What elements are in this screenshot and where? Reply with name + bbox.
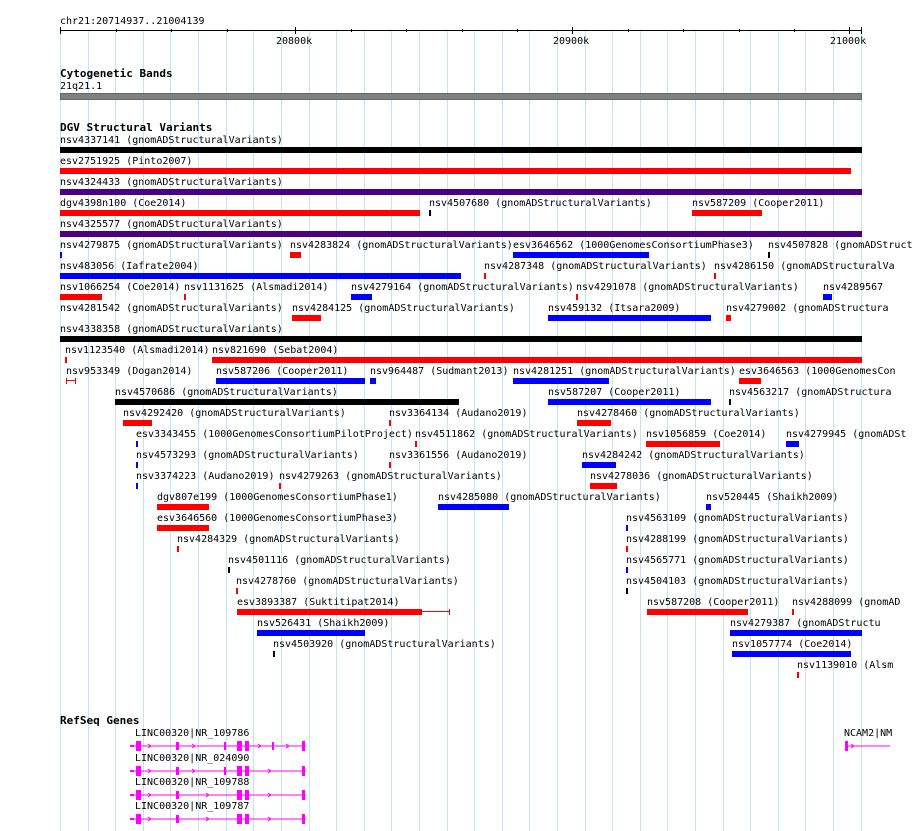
variant-label: esv3646563 (1000GenomesCon	[739, 366, 896, 377]
variant-label: nsv1131625 (Alsmadi2014)	[184, 282, 329, 293]
variant-bar[interactable]	[438, 504, 509, 510]
ruler-tick-label: 20900k	[553, 36, 590, 47]
variant-bar[interactable]	[739, 378, 761, 384]
variant-label: nsv4286150 (gnomADStructuralVa	[714, 261, 895, 272]
variant-bar[interactable]	[792, 609, 794, 615]
variant-label: nsv4279875 (gnomADStructuralVariants)	[60, 240, 283, 251]
variant-bar[interactable]	[60, 336, 862, 342]
gene-label: LINC00320|NR_109786	[135, 728, 250, 739]
variant-bar[interactable]	[732, 651, 851, 657]
variant-label: esv3646560 (1000GenomesConsortiumPhase3)	[157, 513, 398, 524]
variant-bar[interactable]	[257, 630, 365, 636]
variant-label: nsv953349 (Dogan2014)	[66, 366, 193, 377]
variant-bar[interactable]	[60, 273, 461, 279]
variant-label: nsv1139010 (Alsm	[797, 660, 894, 671]
variant-bar[interactable]	[290, 252, 301, 258]
variant-bar[interactable]	[60, 294, 102, 300]
variant-label: nsv587209 (Cooper2011)	[692, 198, 825, 209]
variant-label: nsv4511862 (gnomADStructuralVariants)	[415, 429, 638, 440]
variant-label: nsv483056 (Iafrate2004)	[60, 261, 199, 272]
variant-bar[interactable]	[157, 525, 209, 531]
variant-label: nsv4278460 (gnomADStructuralVariants)	[577, 408, 800, 419]
variant-bar[interactable]	[576, 294, 578, 300]
dgv-track-title: DGV Structural Variants	[60, 121, 213, 134]
variant-label: nsv4325577 (gnomADStructuralVariants)	[60, 219, 283, 230]
variant-label: nsv4292420 (gnomADStructuralVariants)	[123, 408, 346, 419]
variant-label: nsv459132 (Itsara2009)	[548, 303, 681, 314]
gene-model[interactable]	[128, 764, 310, 778]
variant-label: nsv4288099 (gnomAD	[792, 597, 901, 608]
variant-label: nsv4287348 (gnomADStructuralVariants)	[484, 261, 707, 272]
variant-label: nsv3374223 (Audano2019)	[136, 471, 275, 482]
variant-label: nsv4283824 (gnomADStructuralVariants)	[290, 240, 513, 251]
variant-bar[interactable]	[692, 210, 762, 216]
gene-model[interactable]	[128, 788, 310, 802]
variant-label: nsv4324433 (gnomADStructuralVariants)	[60, 177, 283, 188]
variant-bar[interactable]	[797, 672, 799, 678]
gene-model[interactable]	[843, 739, 890, 753]
variant-label: nsv520445 (Shaikh2009)	[706, 492, 839, 503]
variant-bar[interactable]	[626, 567, 628, 573]
variant-label: nsv4284242 (gnomADStructuralVariants)	[582, 450, 805, 461]
variant-label: nsv4279263 (gnomADStructuralVariants)	[279, 471, 502, 482]
variant-label: nsv4563217 (gnomADStructura	[729, 387, 892, 398]
variant-label: nsv1123540 (Alsmadi2014)	[65, 345, 210, 356]
variant-bar[interactable]	[768, 252, 770, 258]
variant-label: nsv4285080 (gnomADStructuralVariants)	[438, 492, 661, 503]
variant-bar[interactable]	[157, 504, 209, 510]
variant-label: nsv821690 (Sebat2004)	[212, 345, 339, 356]
variant-bar[interactable]	[60, 210, 420, 216]
variant-bar[interactable]	[590, 483, 617, 489]
variant-bar[interactable]	[228, 567, 230, 573]
variant-bar[interactable]	[60, 231, 862, 237]
variant-bar[interactable]	[216, 378, 365, 384]
variant-label: nsv587207 (Cooper2011)	[548, 387, 681, 398]
variant-bar[interactable]	[730, 630, 862, 636]
variant-bar[interactable]	[136, 441, 138, 447]
variant-label: nsv4279164 (gnomADStructuralVariants)	[351, 282, 574, 293]
variant-label: esv3893387 (Suktitipat2014)	[237, 597, 400, 608]
variant-label: nsv4281542 (gnomADStructuralVariants)	[60, 303, 283, 314]
variant-bar[interactable]	[273, 651, 275, 657]
ruler-tick-label: 20800k	[276, 36, 313, 47]
variant-bar[interactable]	[351, 294, 372, 300]
variant-bar[interactable]	[237, 609, 451, 615]
variant-bar[interactable]	[389, 462, 391, 468]
variant-bar[interactable]	[548, 399, 711, 405]
gene-label: LINC00320|NR_109787	[135, 801, 250, 812]
variant-bar[interactable]	[292, 315, 321, 321]
variant-bar[interactable]	[714, 273, 716, 279]
variant-bar[interactable]	[626, 588, 628, 594]
variant-label: nsv4507828 (gnomADStruct	[768, 240, 913, 251]
ruler-line	[60, 30, 862, 31]
variant-bar[interactable]	[626, 525, 628, 531]
variant-bar[interactable]	[136, 462, 138, 468]
variant-label: nsv4288199 (gnomADStructuralVariants)	[626, 534, 849, 545]
variant-label: nsv526431 (Shaikh2009)	[257, 618, 390, 629]
variant-bar[interactable]	[60, 252, 62, 258]
cytoband-bar[interactable]	[60, 93, 862, 100]
variant-bar[interactable]	[212, 357, 862, 363]
variant-bar[interactable]	[177, 546, 179, 552]
cytoband-label: 21q21.1	[60, 81, 103, 92]
variant-label: nsv3364134 (Audano2019)	[389, 408, 528, 419]
variant-bar[interactable]	[726, 315, 731, 321]
variant-label: nsv4570686 (gnomADStructuralVariants)	[115, 387, 338, 398]
variant-bar[interactable]	[389, 420, 391, 426]
variant-bar[interactable]	[513, 378, 609, 384]
variant-label: nsv4284125 (gnomADStructuralVariants)	[292, 303, 515, 314]
variant-label: esv3343455 (1000GenomesConsortiumPilotProject)	[136, 429, 413, 440]
variant-bar[interactable]	[65, 357, 67, 363]
variant-bar[interactable]	[60, 147, 862, 153]
variant-label: nsv4279387 (gnomADStructu	[730, 618, 881, 629]
cytoband-track-title: Cytogenetic Bands	[60, 67, 173, 80]
variant-label: esv3646562 (1000GenomesConsortiumPhase3)	[513, 240, 754, 251]
variant-label: nsv4338358 (gnomADStructuralVariants)	[60, 324, 283, 335]
variant-label: nsv587206 (Cooper2011)	[216, 366, 349, 377]
variant-label: nsv4507680 (gnomADStructuralVariants)	[429, 198, 652, 209]
gene-label: LINC00320|NR_024090	[135, 753, 250, 764]
variant-bar[interactable]	[582, 462, 616, 468]
gene-label: NCAM2|NM	[844, 728, 893, 739]
variant-bar[interactable]	[823, 294, 832, 300]
variant-bar[interactable]	[706, 504, 711, 510]
variant-label: nsv4565771 (gnomADStructuralVariants)	[626, 555, 849, 566]
refseq-track-title: RefSeq Genes	[60, 714, 140, 727]
variant-label: nsv4279945 (gnomADSt	[786, 429, 907, 440]
variant-bar[interactable]	[60, 168, 851, 174]
variant-label: nsv964487 (Sudmant2013)	[370, 366, 509, 377]
variant-label: nsv4573293 (gnomADStructuralVariants)	[136, 450, 359, 461]
variant-bar[interactable]	[548, 315, 711, 321]
variant-label: nsv4337141 (gnomADStructuralVariants)	[60, 135, 283, 146]
variant-bar[interactable]	[279, 483, 281, 489]
variant-bar[interactable]	[123, 420, 152, 426]
variant-bar[interactable]	[115, 399, 459, 405]
variant-bar[interactable]	[236, 588, 238, 594]
variant-bar[interactable]	[646, 441, 720, 447]
variant-label: nsv4501116 (gnomADStructuralVariants)	[228, 555, 451, 566]
variant-bar[interactable]	[415, 441, 417, 447]
variant-label: nsv3361556 (Audano2019)	[389, 450, 528, 461]
variant-label: nsv4281251 (gnomADStructuralVariants)	[513, 366, 736, 377]
variant-bar[interactable]	[484, 273, 486, 279]
variant-label: nsv1066254 (Coe2014)	[60, 282, 181, 293]
location-label: chr21:20714937..21004139	[60, 16, 205, 27]
variant-label: dgv807e199 (1000GenomesConsortiumPhase1)	[157, 492, 398, 503]
variant-label: dgv4398n100 (Coe2014)	[60, 198, 187, 209]
variant-bar[interactable]	[370, 378, 376, 384]
variant-label: nsv4504103 (gnomADStructuralVariants)	[626, 576, 849, 587]
variant-label: nsv587208 (Cooper2011)	[647, 597, 780, 608]
variant-bar[interactable]	[786, 441, 799, 447]
gene-model[interactable]	[128, 739, 310, 753]
variant-bar[interactable]	[647, 609, 748, 615]
variant-label: esv2751925 (Pinto2007)	[60, 156, 193, 167]
variant-label: nsv4563109 (gnomADStructuralVariants)	[626, 513, 849, 524]
variant-bar[interactable]	[184, 294, 186, 300]
ruler-tick-label: 21000k	[830, 36, 867, 47]
variant-bar[interactable]	[429, 210, 431, 216]
variant-label: nsv4278036 (gnomADStructuralVariants)	[590, 471, 813, 482]
variant-label: nsv4279002 (gnomADStructura	[726, 303, 889, 314]
variant-bar[interactable]	[136, 483, 138, 489]
gene-model[interactable]	[128, 812, 310, 826]
variant-bar[interactable]	[513, 252, 649, 258]
variant-bar[interactable]	[60, 189, 862, 195]
variant-label: nsv4278760 (gnomADStructuralVariants)	[236, 576, 459, 587]
variant-label: nsv4284329 (gnomADStructuralVariants)	[177, 534, 400, 545]
variant-bar[interactable]	[577, 420, 611, 426]
variant-label: nsv1056859 (Coe2014)	[646, 429, 767, 440]
variant-label: nsv4289567	[823, 282, 884, 293]
variant-label: nsv1057774 (Coe2014)	[732, 639, 853, 650]
variant-bar[interactable]	[626, 546, 628, 552]
variant-bar[interactable]	[729, 399, 731, 405]
gene-label: LINC00320|NR_109788	[135, 777, 250, 788]
variant-bar[interactable]	[66, 378, 76, 384]
variant-label: nsv4503920 (gnomADStructuralVariants)	[273, 639, 496, 650]
variant-label: nsv4291078 (gnomADStructuralVariants)	[576, 282, 799, 293]
